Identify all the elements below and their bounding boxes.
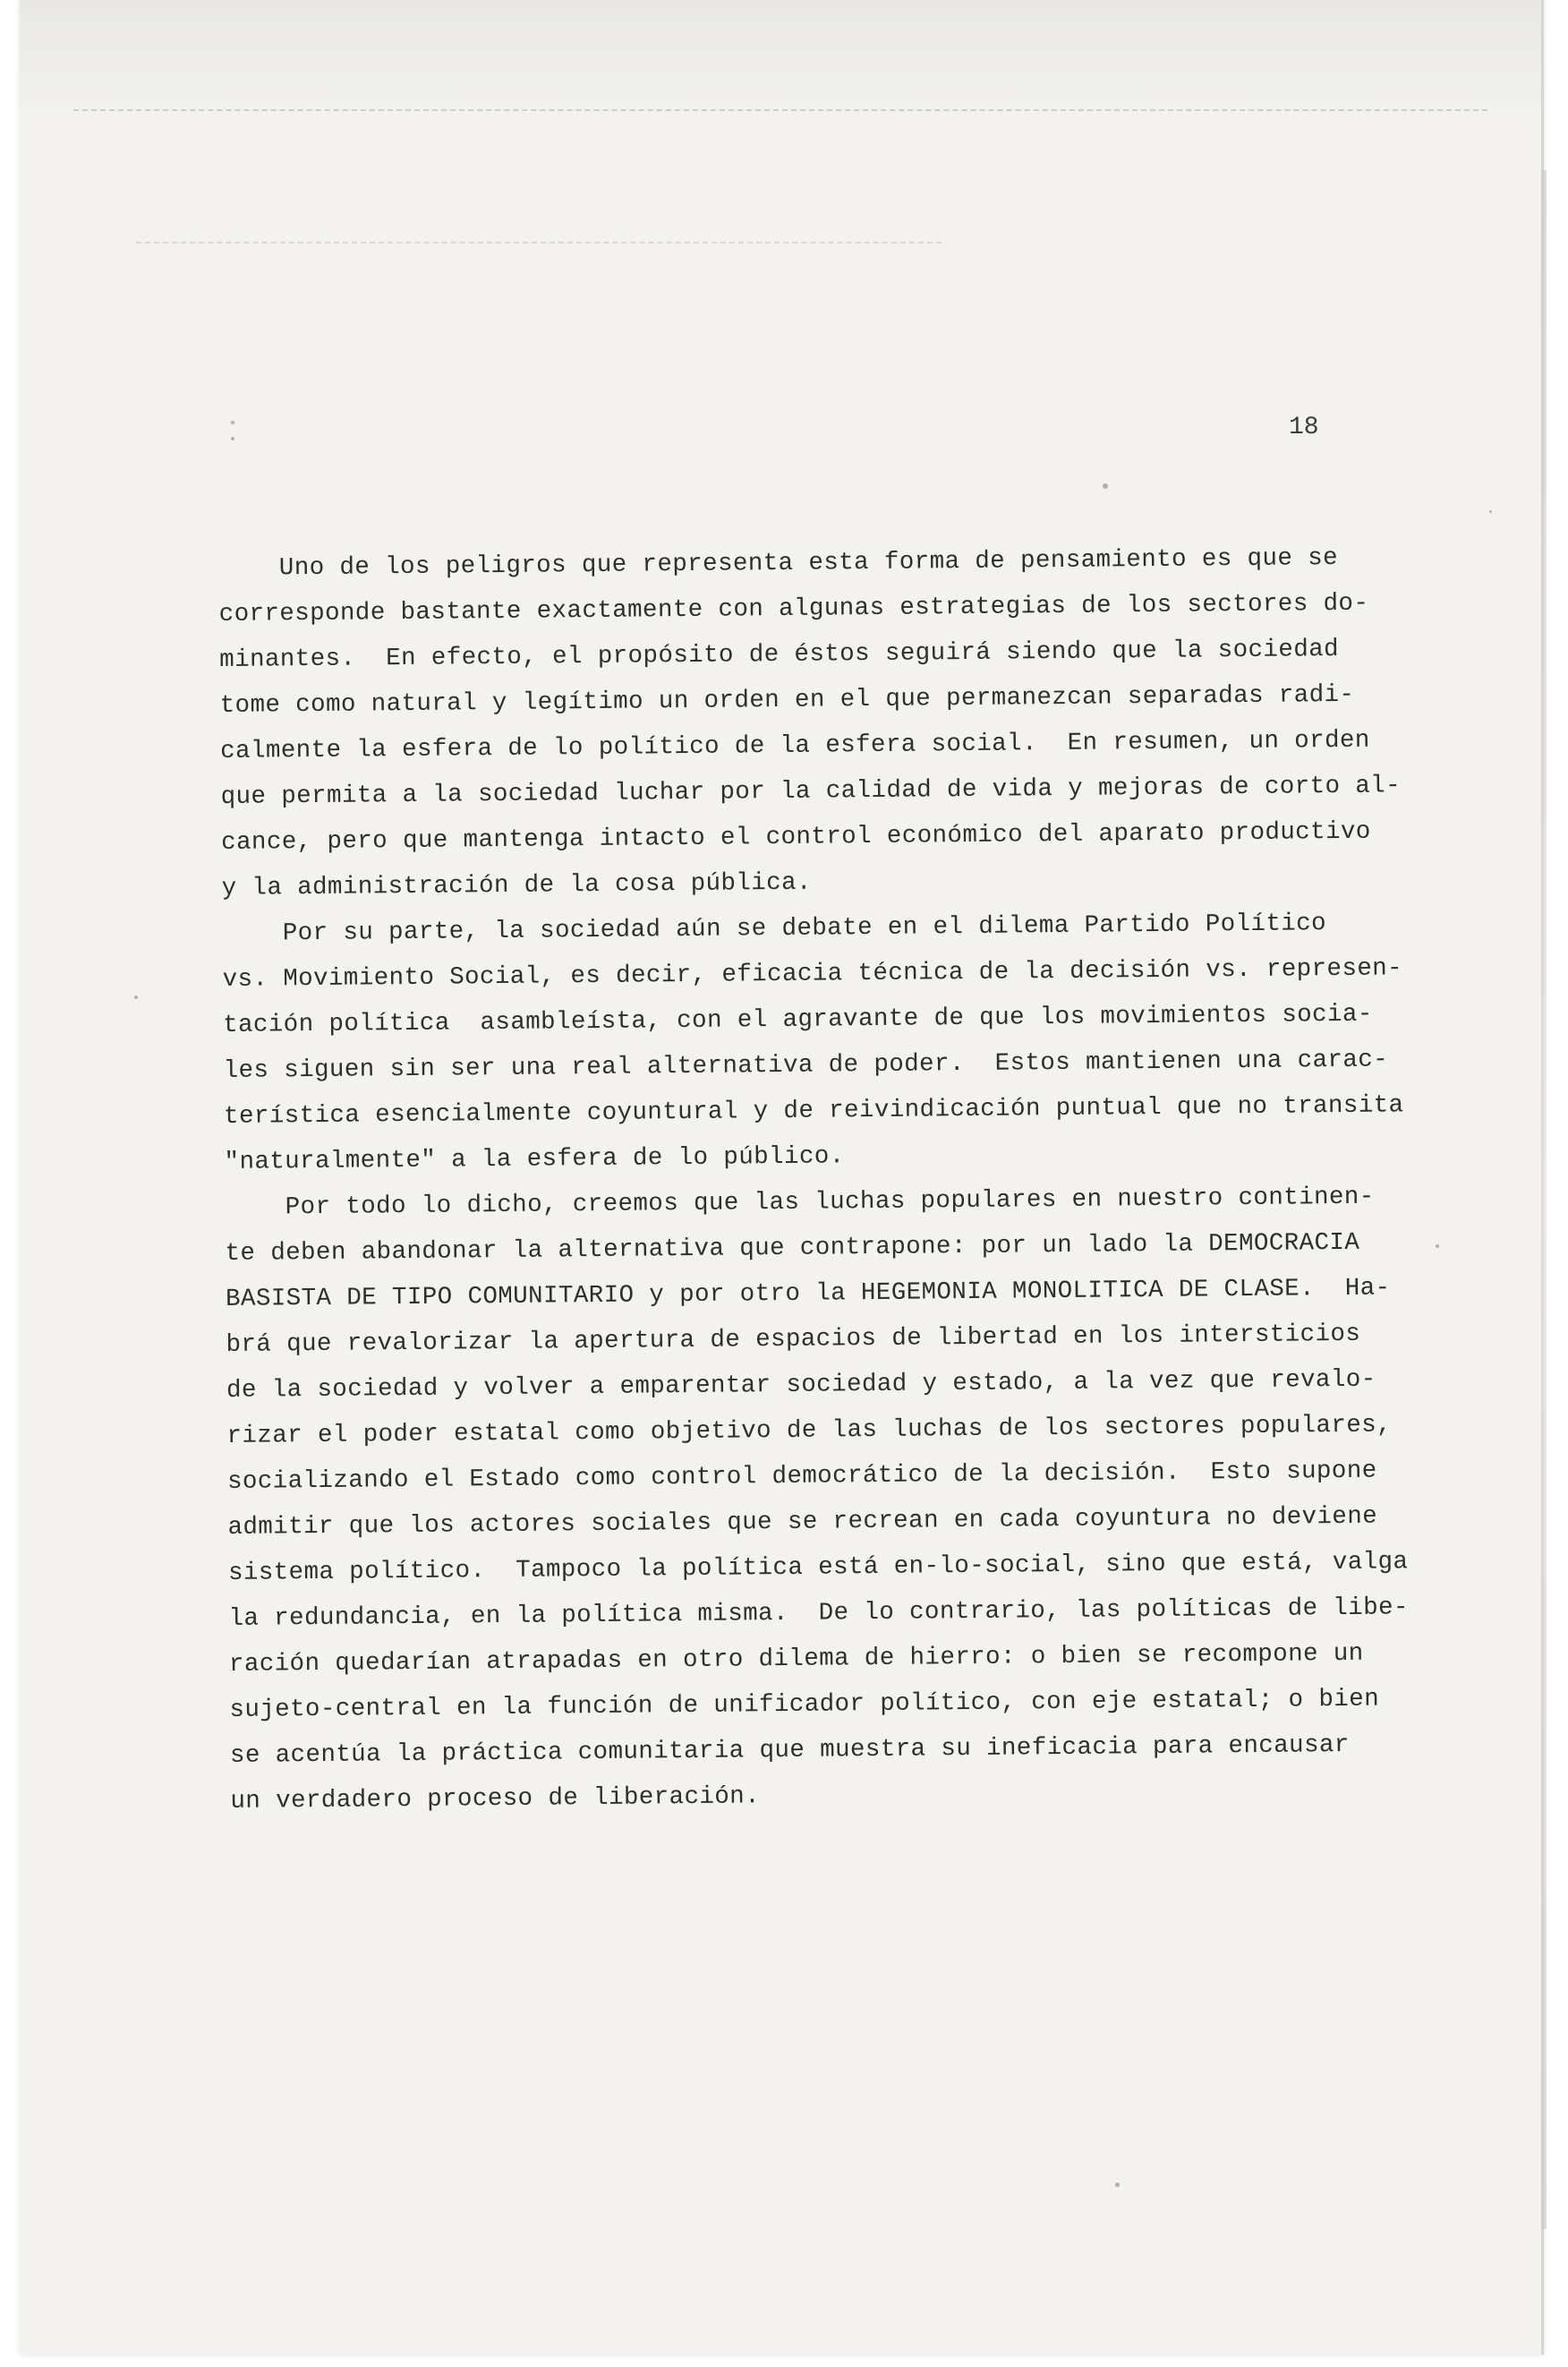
text-line: brá que revalorizar la apertura de espacios de libertad en los intersticios <box>226 1320 1361 1359</box>
scan-speck <box>231 437 234 440</box>
scan-speck <box>1436 1244 1439 1248</box>
paragraph-1 <box>218 534 1439 911</box>
fold-line <box>136 242 942 244</box>
text-line: sujeto-central en la función de unificador político, con eje estatal; o bien <box>229 1685 1380 1724</box>
text-line: BASISTA DE TIPO COMUNITARIO y por otro la HEGEMONIA MONOLITICA DE CLASE. Ha- <box>225 1274 1391 1313</box>
text-line: admitir que los actores sociales que se recrean en cada coyuntura no deviene <box>227 1502 1378 1542</box>
text-line: les siguen sin ser una real alternativa de poder. Estos mantienen una carac- <box>223 1046 1389 1085</box>
text-line: socializando el Estado como control democrático de la decisión. Esto supone <box>226 1457 1377 1496</box>
text-line: sistema político. Tampoco la política está en-lo-social, sino que está, valga <box>227 1548 1409 1587</box>
scan-speck <box>1115 2183 1120 2187</box>
text-line: Uno de los peligros que representa esta forma de pensamiento es que se <box>218 543 1339 583</box>
fold-line <box>73 109 1487 111</box>
text-line: ración quedarían atrapadas en otro dilema de hierro: o bien se recompone un <box>228 1639 1364 1679</box>
text-line: corresponde bastante exactamente con algunas estrategias de los sectores do- <box>218 589 1369 628</box>
text-line: y la administración de la cosa pública. <box>221 868 813 902</box>
text-line: Por todo lo dicho, creemos que las luchas populares en nuestro continen- <box>224 1183 1375 1222</box>
text-line: te deben abandonar la alternativa que contrapone: por un lado la DEMOCRACIA <box>225 1228 1360 1268</box>
paragraph-3 <box>225 1174 1448 1824</box>
paragraph-2 <box>222 900 1442 1185</box>
text-line: minantes. En efecto, el propósito de éstos seguirá siendo que la sociedad <box>219 635 1340 674</box>
text-line: Por su parte, la sociedad aún se debate en el dilema Partido Político <box>222 910 1327 948</box>
text-line: de la sociedad y volver a emparentar sociedad y estado, a la vez que revalo- <box>226 1365 1376 1405</box>
text-line: cance, pero que mantenga intacto el control económico del aparato productivo <box>221 817 1371 857</box>
text-line: "naturalmente" a la esfera de lo público. <box>224 1142 845 1176</box>
text-line: un verdadero proceso de liberación. <box>230 1782 761 1816</box>
page-edge <box>1541 170 1547 2229</box>
text-line: tome como natural y legítimo un orden en el que permanezcan separadas radi- <box>219 680 1355 720</box>
scan-speck <box>231 421 234 424</box>
text-line: la redundancia, en la política misma. De lo contrario, las políticas de libe- <box>228 1594 1410 1633</box>
text-line: terística esencialmente coyuntural y de reivindicación puntual que no transita <box>223 1091 1404 1131</box>
scan-speck <box>1489 510 1492 513</box>
text-line: se acentúa la práctica comunitaria que muestra su ineficacia para encausar <box>229 1730 1350 1770</box>
text-line: vs. Movimiento Social, es decir, eficacia técnica de la decisión vs. represen- <box>222 954 1403 994</box>
page-number: 18 <box>1289 414 1319 441</box>
scan-speck <box>1103 483 1108 489</box>
text-line: que permita a la sociedad luchar por la calidad de vida y mejoras de corto al- <box>220 772 1402 811</box>
text-line: tación política asambleísta, con el agravante de que los movimientos socia- <box>222 1000 1373 1039</box>
text-line: rizar el poder estatal como objetivo de las luchas de los sectores populares, <box>226 1411 1393 1450</box>
document-body <box>218 534 1448 1824</box>
text-line: calmente la esfera de lo político de la esfera social. En resumen, un orden <box>220 726 1370 765</box>
scan-speck <box>134 996 138 999</box>
